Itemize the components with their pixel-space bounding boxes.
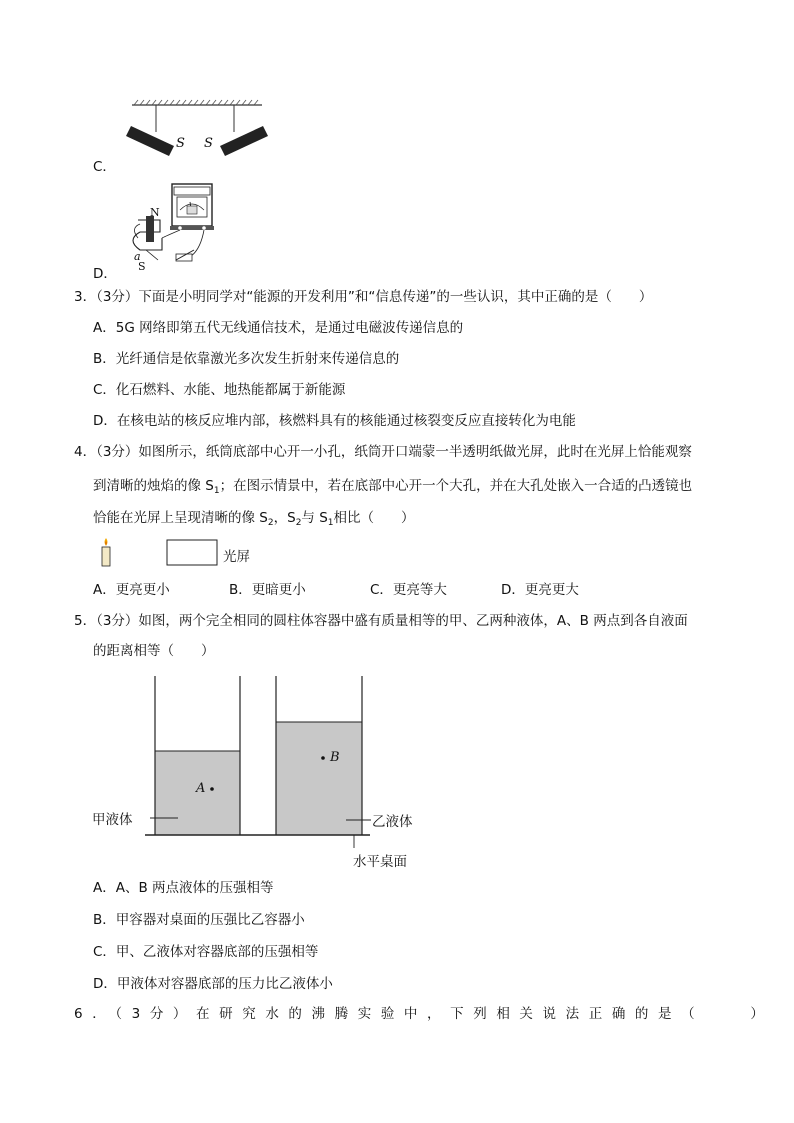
q5-stem-line-1: 5．（3分）如图，两个完全相同的圆柱体容器中盛有质量相等的甲、乙两种液体，A、B 两点到各自液面 [74,613,688,629]
magnet-left-pole-label: S [176,136,185,151]
point-a-label: A [196,781,206,796]
q4-line2-text-b: ；在图示情景中，若在底部中心开一个大孔，并在大孔处嵌入一合适的凸透镜也 [219,478,693,494]
liquid-yi-label: 乙液体 [372,814,413,830]
pinhole-camera-figure [96,536,276,570]
q3-option-c: C．化石燃料、水能、地热能都属于新能源 [93,382,346,398]
q6-stem: 6．（3分）在研究水的沸腾实验中，下列相关说法正确的是（ ） [74,1006,774,1022]
q3-option-b: B．光纤通信是依靠激光多次发生折射来传递信息的 [93,351,400,367]
magnets-drawing [118,96,278,168]
q3-option-d: D．在核电站的核反应堆内部，核燃料具有的核能通过核裂变反应直接转化为电能 [93,413,576,429]
q2-option-d-label: D． [93,266,117,282]
galvanometer-figure [118,180,228,272]
galvanometer-n-label: N [150,206,160,219]
q4-option-c: C．更亮等大 [370,582,447,598]
q4-line3-text-b: ，S [273,510,296,526]
q2-option-c-label: C． [93,159,116,175]
magnets-figure [118,96,278,168]
liquid-jia-label: 甲液体 [92,812,133,828]
q4-option-d: D．更亮更大 [501,582,579,598]
q5-stem-line-2: 的距离相等（ ） [93,643,215,659]
q3-option-a: A．5G 网络即第五代无线通信技术，是通过电磁波传递信息的 [93,320,464,336]
q4-line3-subscript-1: 2 [267,518,274,528]
q4-stem-line-2 [93,476,692,501]
q4-line3-subscript-3: 1 [327,518,334,528]
containers-drawing [88,670,428,875]
q5-option-a: A．A、B 两点液体的压强相等 [93,880,274,896]
q4-line3-text-d: 相比（ ） [333,510,415,526]
point-b-label: B [330,750,340,765]
q4-line3-text-c: 与 S [301,510,328,526]
galvanometer-s-label: S [138,260,146,273]
q5-option-c: C．甲、乙液体对容器底部的压强相等 [93,944,319,960]
q4-option-a: A．更亮更小 [93,582,170,598]
galvanometer-a-label: a [134,250,141,263]
q5-option-d: D．甲液体对容器底部的压力比乙液体小 [93,976,333,992]
containers-figure [88,670,428,875]
q4-stem-line-3 [93,508,415,533]
magnet-right-pole-label: S [204,136,213,151]
q3-stem: 3．（3分）下面是小明同学对“能源的开发利用”和“信息传递”的一些认识，其中正确的是（ ） [74,289,653,305]
screen-label: 光屏 [223,549,250,565]
q4-line3-subscript-2: 2 [295,518,302,528]
pinhole-camera-drawing [96,536,226,570]
q5-option-b: B．甲容器对桌面的压强比乙容器小 [93,912,305,928]
q4-line2-text-a: 到清晰的烛焰的像 S [93,478,214,494]
q4-line2-subscript: 1 [213,486,220,496]
q4-stem-line-1: 4．（3分）如图所示，纸筒底部中心开一小孔，纸筒开口端蒙一半透明纸做光屏，此时在光屏上恰能观察 [74,444,692,460]
table-label: 水平桌面 [353,854,407,870]
q4-option-b: B．更暗更小 [229,582,306,598]
q4-line3-text-a: 恰能在光屏上呈现清晰的像 S [93,510,268,526]
